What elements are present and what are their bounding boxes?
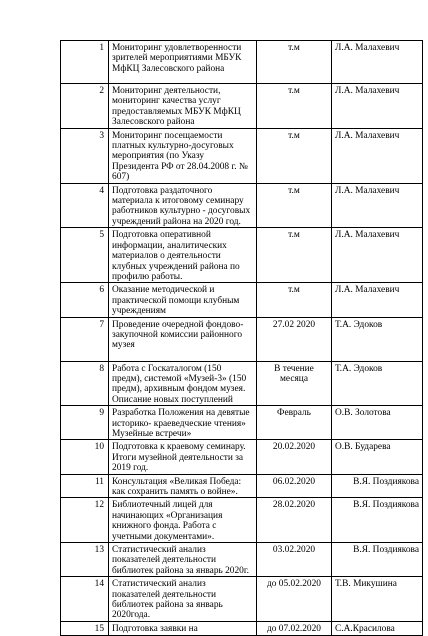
row-date: 27.02 2020 xyxy=(257,317,332,361)
plan-table xyxy=(60,40,423,636)
row-date: т.м xyxy=(257,183,332,228)
row-date: В течение месяца xyxy=(257,361,332,406)
row-number: 3 xyxy=(61,128,109,183)
row-responsible: В.Я. Поздиякова xyxy=(332,543,423,577)
row-number: 1 xyxy=(61,41,109,84)
row-activity: Подготовка заявки на xyxy=(109,621,257,635)
table-row xyxy=(61,228,423,283)
row-responsible: С.А.Красилова xyxy=(332,621,423,635)
row-date: 06.02.2020 xyxy=(257,474,332,498)
row-responsible: О.В. Золотова xyxy=(332,406,423,440)
row-date: до 07.02.2020 xyxy=(257,621,332,635)
row-activity: Подготовка раздаточного материала к итоговому семинару работников культурно - досуговых учреждений района на 2020 год. xyxy=(109,183,257,228)
table-row xyxy=(61,621,423,635)
table-row xyxy=(61,361,423,406)
table-row xyxy=(61,498,423,543)
row-number: 11 xyxy=(61,474,109,498)
row-number: 4 xyxy=(61,183,109,228)
row-date: т.м xyxy=(257,128,332,183)
row-number: 12 xyxy=(61,498,109,543)
row-responsible: О.В. Бударева xyxy=(332,440,423,474)
row-number: 10 xyxy=(61,440,109,474)
row-activity: Проведение очередной фондово-закупочной комиссии районного музея xyxy=(109,317,257,361)
row-number: 9 xyxy=(61,406,109,440)
row-responsible: Л.А. Малахевич xyxy=(332,41,423,84)
table-row xyxy=(61,474,423,498)
row-number: 15 xyxy=(61,621,109,635)
table-row xyxy=(61,577,423,622)
row-activity: Разработка Положения на девятые историко- краеведческие чтения» Музейные встречи» xyxy=(109,406,257,440)
row-activity: Библиотечный лицей для начинающих «Организация книжного фонда. Работа с учетными документами». xyxy=(109,498,257,543)
row-activity: Статистический анализ показателей деятельности библиотек района за январь 2020года. xyxy=(109,577,257,622)
row-date: т.м xyxy=(257,41,332,84)
row-activity: Подготовка к краевому семинару. Итоги музейной деятельности за 2019 год. xyxy=(109,440,257,474)
row-number: 8 xyxy=(61,361,109,406)
row-activity: Подготовка оперативной информации, аналитических материалов о деятельности клубных учреждений района по профилю работы. xyxy=(109,228,257,283)
table-row xyxy=(61,317,423,361)
row-responsible: Т.А. Эдоков xyxy=(332,361,423,406)
table-row xyxy=(61,183,423,228)
row-number: 7 xyxy=(61,317,109,361)
row-number: 14 xyxy=(61,577,109,622)
row-date: т.м xyxy=(257,283,332,317)
table-row xyxy=(61,440,423,474)
row-responsible: Л.А. Малахевич xyxy=(332,84,423,129)
row-activity: Статистический анализ показателей деятельности библиотек района за январь 2020г. xyxy=(109,543,257,577)
table-row xyxy=(61,283,423,317)
table-row xyxy=(61,41,423,84)
row-responsible: Л.А. Малахевич xyxy=(332,283,423,317)
table-row xyxy=(61,128,423,183)
row-responsible: Т.А. Эдоков xyxy=(332,317,423,361)
table-row xyxy=(61,543,423,577)
plan-table-body xyxy=(61,41,423,636)
table-row xyxy=(61,84,423,129)
row-date: 03.02.2020 xyxy=(257,543,332,577)
row-number: 6 xyxy=(61,283,109,317)
row-date: т.м xyxy=(257,228,332,283)
row-date: т.м xyxy=(257,84,332,129)
row-number: 5 xyxy=(61,228,109,283)
row-activity: Мониторинг деятельности, мониторинг качества услуг предоставляемых МБУК МфКЦ Залесовского района xyxy=(109,84,257,129)
row-date: 20.02.2020 xyxy=(257,440,332,474)
row-activity: Оказание методической и практической помощи клубным учреждениям xyxy=(109,283,257,317)
row-activity: Мониторинг удовлетворенности зрителей мероприятиями МБУК МфКЦ Залесовского района xyxy=(109,41,257,84)
row-date: Февраль xyxy=(257,406,332,440)
table-row xyxy=(61,406,423,440)
row-date: до 05.02.2020 xyxy=(257,577,332,622)
row-responsible: Л.А. Малахевич xyxy=(332,228,423,283)
row-date: 28.02.2020 xyxy=(257,498,332,543)
row-number: 2 xyxy=(61,84,109,129)
row-activity: Работа с Госкаталогом (150 предм), системой «Музей-3» (150 предм), архивным фондом музея. Описание новых поступлений xyxy=(109,361,257,406)
row-activity: Мониторинг посещаемости платных культурно-досуговых мероприятия (по Указу Президента РФ от 28.04.2008 г. № 607) xyxy=(109,128,257,183)
row-responsible: Л.А. Малахевич xyxy=(332,183,423,228)
row-responsible: В.Я. Поздиякова xyxy=(332,474,423,498)
row-activity: Консультация «Великая Победа: как сохранить память о войне». xyxy=(109,474,257,498)
row-responsible: Л.А. Малахевич xyxy=(332,128,423,183)
row-responsible: Т.В. Микушина xyxy=(332,577,423,622)
row-number: 13 xyxy=(61,543,109,577)
row-responsible: В.Я. Поздиякова xyxy=(332,498,423,543)
